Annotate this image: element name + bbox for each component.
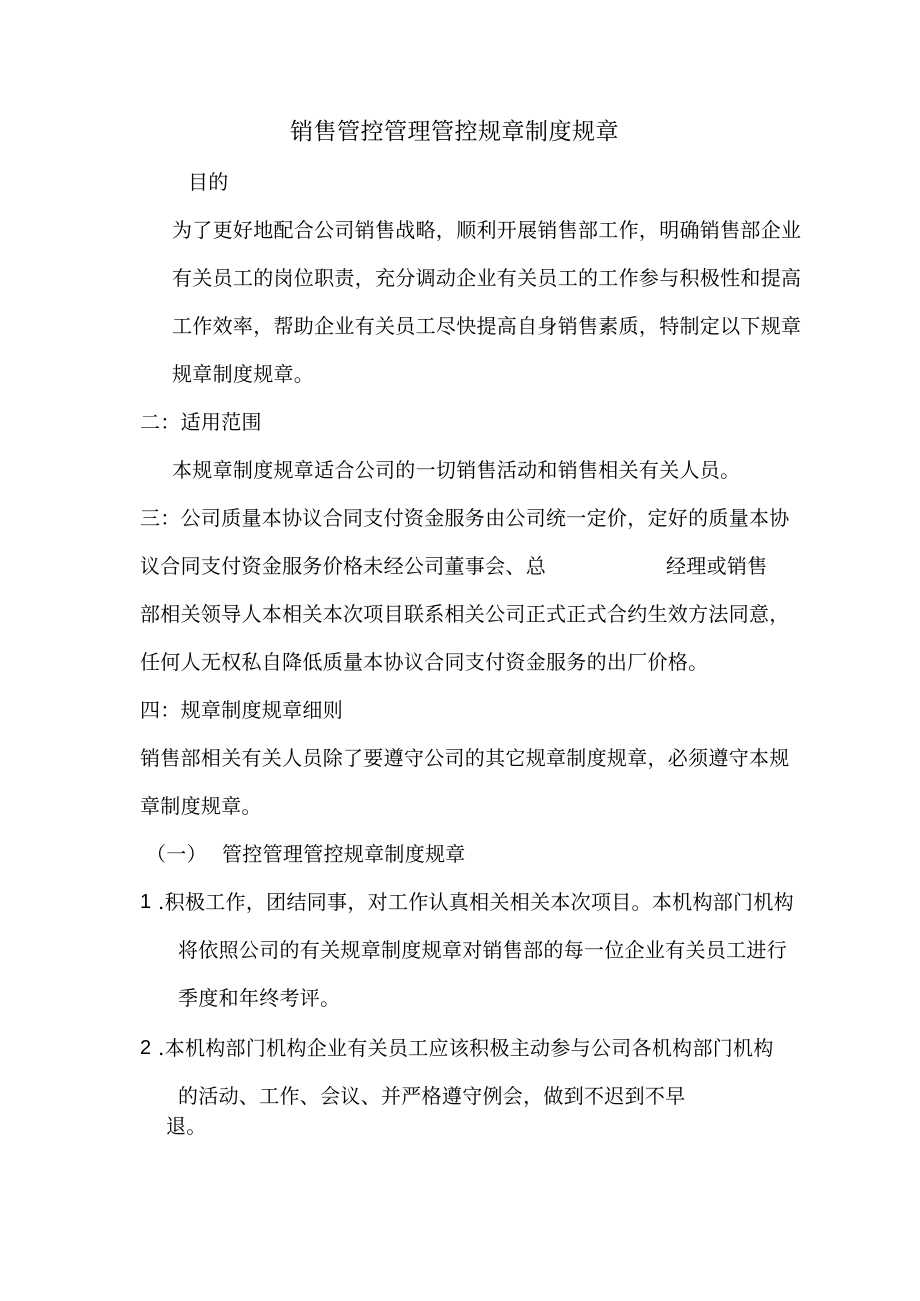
pricing-line-continued: 经理或销售	[666, 554, 768, 578]
scope-line: 本规章制度规章适合公司的一切销售活动和销售相关有关人员。	[172, 458, 741, 482]
list-item-number: 1	[140, 891, 152, 913]
scope-heading: 二：适用范围	[140, 410, 262, 434]
list-item-line: 退。	[166, 1114, 207, 1138]
pricing-line: 三：公司质量本协议合同支付资金服务由公司统一定价，定好的质量本协	[140, 506, 790, 530]
purpose-heading: 目的	[188, 170, 229, 194]
document-title: 销售管控管理管控规章制度规章	[290, 119, 619, 145]
list-item-line: .积极工作，团结同事，对工作认真相关相关本次项目。本机构部门机构	[158, 890, 794, 914]
rules-intro-line: 章制度规章。	[140, 794, 262, 818]
list-item-line: 将依照公司的有关规章制度规章对销售部的每一位企业有关员工进行	[178, 938, 787, 962]
purpose-line: 规章制度规章。	[172, 362, 315, 386]
pricing-line: 部相关领导人本相关本次项目联系相关公司正式正式合约生效方法同意，	[140, 602, 790, 626]
purpose-line: 工作效率，帮助企业有关员工尽快提高自身销售素质，特制定以下规章	[172, 314, 802, 338]
purpose-line: 有关员工的岗位职责，充分调动企业有关员工的工作参与积极性和提高	[172, 266, 802, 290]
rules-heading: 四：规章制度规章细则	[140, 698, 343, 722]
pricing-line: 任何人无权私自降低质量本协议合同支付资金服务的出厂价格。	[140, 650, 709, 674]
pricing-line: 议合同支付资金服务价格未经公司董事会、总	[140, 554, 546, 578]
subheading-number: （一）	[146, 842, 207, 866]
list-item-line: 季度和年终考评。	[178, 986, 341, 1010]
purpose-line: 为了更好地配合公司销售战略，顺利开展销售部工作，明确销售部企业	[172, 218, 802, 242]
list-item-number: 2	[140, 1037, 152, 1059]
rules-intro-line: 销售部相关有关人员除了要遵守公司的其它规章制度规章，必须遵守本规	[140, 746, 790, 770]
subheading-text: 管控管理管控规章制度规章	[222, 842, 466, 866]
list-item-line: 的活动、工作、会议、并严格遵守例会，做到不迟到不早	[178, 1084, 686, 1108]
list-item-line: .本机构部门机构企业有关员工应该积极主动参与公司各机构部门机构	[158, 1036, 774, 1060]
